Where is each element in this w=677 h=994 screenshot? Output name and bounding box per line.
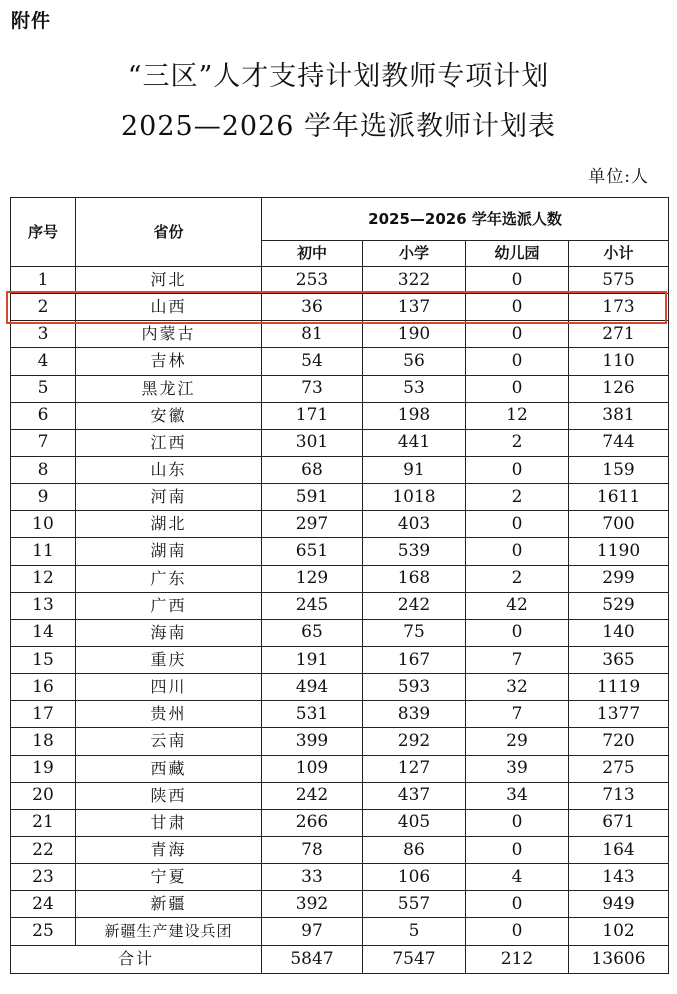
table-row: [11, 619, 669, 646]
unit-label: 单位:人: [588, 167, 649, 187]
cell-junior-high: 97: [262, 918, 363, 945]
cell-junior-high: 245: [262, 592, 363, 619]
cell-primary: 137: [363, 294, 466, 321]
cell-junior-high: 81: [262, 321, 363, 348]
cell-index: 1: [11, 267, 76, 294]
cell-primary: 839: [363, 701, 466, 728]
cell-primary: 167: [363, 646, 466, 673]
cell-kindergarten: 0: [466, 809, 569, 836]
cell-subtotal: 1611: [569, 484, 669, 511]
table-row: [11, 755, 669, 782]
cell-junior-high: 191: [262, 646, 363, 673]
cell-province: 云南: [76, 728, 262, 755]
cell-kindergarten: 2: [466, 484, 569, 511]
cell-province: 新疆生产建设兵团: [76, 918, 262, 945]
cell-province: 山东: [76, 456, 262, 483]
cell-junior-high: 399: [262, 728, 363, 755]
table-body: [11, 267, 669, 946]
cell-primary: 86: [363, 836, 466, 863]
cell-primary: 75: [363, 619, 466, 646]
cell-index: 12: [11, 565, 76, 592]
cell-subtotal: 529: [569, 592, 669, 619]
table-row: [11, 891, 669, 918]
cell-primary: 593: [363, 674, 466, 701]
total-junior-high: 5847: [262, 945, 363, 973]
cell-junior-high: 591: [262, 484, 363, 511]
cell-index: 19: [11, 755, 76, 782]
header-group: 2025—2026 学年选派人数: [262, 198, 669, 241]
cell-junior-high: 297: [262, 511, 363, 538]
page-subtitle: 2025—2026 学年选派教师计划表: [120, 111, 556, 142]
cell-kindergarten: 42: [466, 592, 569, 619]
cell-kindergarten: 12: [466, 402, 569, 429]
cell-kindergarten: 0: [466, 348, 569, 375]
cell-primary: 242: [363, 592, 466, 619]
cell-primary: 5: [363, 918, 466, 945]
table-row: [11, 674, 669, 701]
table-row: [11, 701, 669, 728]
cell-index: 6: [11, 402, 76, 429]
header-province: 省份: [76, 198, 262, 267]
cell-junior-high: 73: [262, 375, 363, 402]
cell-index: 17: [11, 701, 76, 728]
cell-kindergarten: 0: [466, 321, 569, 348]
table-row: [11, 728, 669, 755]
cell-primary: 539: [363, 538, 466, 565]
cell-primary: 557: [363, 891, 466, 918]
table-row: [11, 592, 669, 619]
cell-junior-high: 171: [262, 402, 363, 429]
cell-junior-high: 266: [262, 809, 363, 836]
table-row: [11, 484, 669, 511]
cell-province: 安徽: [76, 402, 262, 429]
cell-subtotal: 173: [569, 294, 669, 321]
cell-province: 四川: [76, 674, 262, 701]
cell-primary: 198: [363, 402, 466, 429]
cell-primary: 322: [363, 267, 466, 294]
cell-province: 西藏: [76, 755, 262, 782]
page-title: “三区”人才支持计划教师专项计划: [127, 61, 550, 92]
cell-primary: 190: [363, 321, 466, 348]
total-primary: 7547: [363, 945, 466, 973]
table-row: [11, 456, 669, 483]
cell-subtotal: 1190: [569, 538, 669, 565]
cell-subtotal: 671: [569, 809, 669, 836]
cell-junior-high: 253: [262, 267, 363, 294]
cell-junior-high: 78: [262, 836, 363, 863]
cell-kindergarten: 0: [466, 538, 569, 565]
cell-index: 5: [11, 375, 76, 402]
cell-kindergarten: 0: [466, 267, 569, 294]
table-row: [11, 565, 669, 592]
table-row: [11, 294, 669, 321]
header-kindergarten: 幼儿园: [466, 241, 569, 267]
cell-junior-high: 242: [262, 782, 363, 809]
cell-index: 24: [11, 891, 76, 918]
cell-junior-high: 68: [262, 456, 363, 483]
cell-kindergarten: 39: [466, 755, 569, 782]
cell-province: 湖北: [76, 511, 262, 538]
cell-junior-high: 301: [262, 429, 363, 456]
cell-index: 11: [11, 538, 76, 565]
cell-kindergarten: 0: [466, 836, 569, 863]
cell-index: 15: [11, 646, 76, 673]
cell-junior-high: 129: [262, 565, 363, 592]
table-row: [11, 918, 669, 945]
cell-province: 甘肃: [76, 809, 262, 836]
table-row: [11, 864, 669, 891]
cell-subtotal: 299: [569, 565, 669, 592]
cell-primary: 127: [363, 755, 466, 782]
cell-province: 海南: [76, 619, 262, 646]
cell-kindergarten: 32: [466, 674, 569, 701]
cell-province: 黑龙江: [76, 375, 262, 402]
attachment-label: 附件: [11, 10, 52, 32]
cell-kindergarten: 0: [466, 456, 569, 483]
cell-junior-high: 392: [262, 891, 363, 918]
cell-junior-high: 65: [262, 619, 363, 646]
cell-subtotal: 713: [569, 782, 669, 809]
cell-kindergarten: 0: [466, 918, 569, 945]
cell-index: 2: [11, 294, 76, 321]
cell-index: 21: [11, 809, 76, 836]
header-primary: 小学: [363, 241, 466, 267]
cell-kindergarten: 0: [466, 511, 569, 538]
total-label: 合计: [11, 945, 262, 973]
cell-primary: 168: [363, 565, 466, 592]
cell-province: 江西: [76, 429, 262, 456]
cell-junior-high: 651: [262, 538, 363, 565]
cell-kindergarten: 34: [466, 782, 569, 809]
cell-kindergarten: 2: [466, 565, 569, 592]
table-row: [11, 809, 669, 836]
cell-kindergarten: 4: [466, 864, 569, 891]
table-row: [11, 836, 669, 863]
cell-subtotal: 365: [569, 646, 669, 673]
cell-junior-high: 494: [262, 674, 363, 701]
table-row: [11, 782, 669, 809]
table-row: [11, 429, 669, 456]
header-subtotal: 小计: [569, 241, 669, 267]
cell-index: 14: [11, 619, 76, 646]
cell-kindergarten: 0: [466, 375, 569, 402]
cell-junior-high: 531: [262, 701, 363, 728]
header-index: 序号: [11, 198, 76, 267]
table-row: [11, 402, 669, 429]
cell-kindergarten: 0: [466, 891, 569, 918]
cell-junior-high: 33: [262, 864, 363, 891]
cell-junior-high: 36: [262, 294, 363, 321]
cell-primary: 405: [363, 809, 466, 836]
header-junior-high: 初中: [262, 241, 363, 267]
total-row: [11, 945, 669, 973]
total-subtotal: 13606: [569, 945, 669, 973]
cell-index: 23: [11, 864, 76, 891]
cell-primary: 292: [363, 728, 466, 755]
cell-index: 20: [11, 782, 76, 809]
cell-province: 重庆: [76, 646, 262, 673]
cell-subtotal: 275: [569, 755, 669, 782]
cell-junior-high: 109: [262, 755, 363, 782]
cell-index: 3: [11, 321, 76, 348]
cell-junior-high: 54: [262, 348, 363, 375]
cell-province: 内蒙古: [76, 321, 262, 348]
cell-province: 贵州: [76, 701, 262, 728]
cell-subtotal: 140: [569, 619, 669, 646]
cell-index: 8: [11, 456, 76, 483]
cell-index: 7: [11, 429, 76, 456]
cell-index: 4: [11, 348, 76, 375]
cell-subtotal: 159: [569, 456, 669, 483]
cell-subtotal: 143: [569, 864, 669, 891]
cell-primary: 106: [363, 864, 466, 891]
table-row: [11, 267, 669, 294]
cell-province: 山西: [76, 294, 262, 321]
cell-subtotal: 126: [569, 375, 669, 402]
cell-subtotal: 102: [569, 918, 669, 945]
cell-kindergarten: 7: [466, 701, 569, 728]
cell-kindergarten: 0: [466, 294, 569, 321]
table-row: [11, 321, 669, 348]
cell-subtotal: 949: [569, 891, 669, 918]
cell-province: 青海: [76, 836, 262, 863]
total-kindergarten: 212: [466, 945, 569, 973]
cell-subtotal: 700: [569, 511, 669, 538]
cell-subtotal: 1119: [569, 674, 669, 701]
cell-primary: 53: [363, 375, 466, 402]
cell-province: 陕西: [76, 782, 262, 809]
cell-subtotal: 720: [569, 728, 669, 755]
cell-province: 广西: [76, 592, 262, 619]
cell-province: 吉林: [76, 348, 262, 375]
cell-index: 25: [11, 918, 76, 945]
cell-subtotal: 381: [569, 402, 669, 429]
cell-index: 22: [11, 836, 76, 863]
cell-subtotal: 164: [569, 836, 669, 863]
table-row: [11, 375, 669, 402]
cell-subtotal: 271: [569, 321, 669, 348]
cell-subtotal: 1377: [569, 701, 669, 728]
cell-index: 13: [11, 592, 76, 619]
cell-province: 新疆: [76, 891, 262, 918]
cell-province: 河北: [76, 267, 262, 294]
table-row: [11, 646, 669, 673]
cell-index: 9: [11, 484, 76, 511]
table-row: [11, 511, 669, 538]
table-row: [11, 538, 669, 565]
cell-province: 广东: [76, 565, 262, 592]
cell-primary: 56: [363, 348, 466, 375]
table-row: [11, 348, 669, 375]
cell-subtotal: 744: [569, 429, 669, 456]
cell-province: 河南: [76, 484, 262, 511]
cell-province: 湖南: [76, 538, 262, 565]
cell-subtotal: 575: [569, 267, 669, 294]
cell-index: 10: [11, 511, 76, 538]
cell-kindergarten: 7: [466, 646, 569, 673]
cell-kindergarten: 2: [466, 429, 569, 456]
cell-primary: 1018: [363, 484, 466, 511]
cell-primary: 437: [363, 782, 466, 809]
cell-subtotal: 110: [569, 348, 669, 375]
cell-kindergarten: 29: [466, 728, 569, 755]
cell-index: 16: [11, 674, 76, 701]
plan-table: [10, 197, 669, 974]
cell-primary: 91: [363, 456, 466, 483]
cell-primary: 403: [363, 511, 466, 538]
cell-primary: 441: [363, 429, 466, 456]
cell-kindergarten: 0: [466, 619, 569, 646]
cell-index: 18: [11, 728, 76, 755]
cell-province: 宁夏: [76, 864, 262, 891]
